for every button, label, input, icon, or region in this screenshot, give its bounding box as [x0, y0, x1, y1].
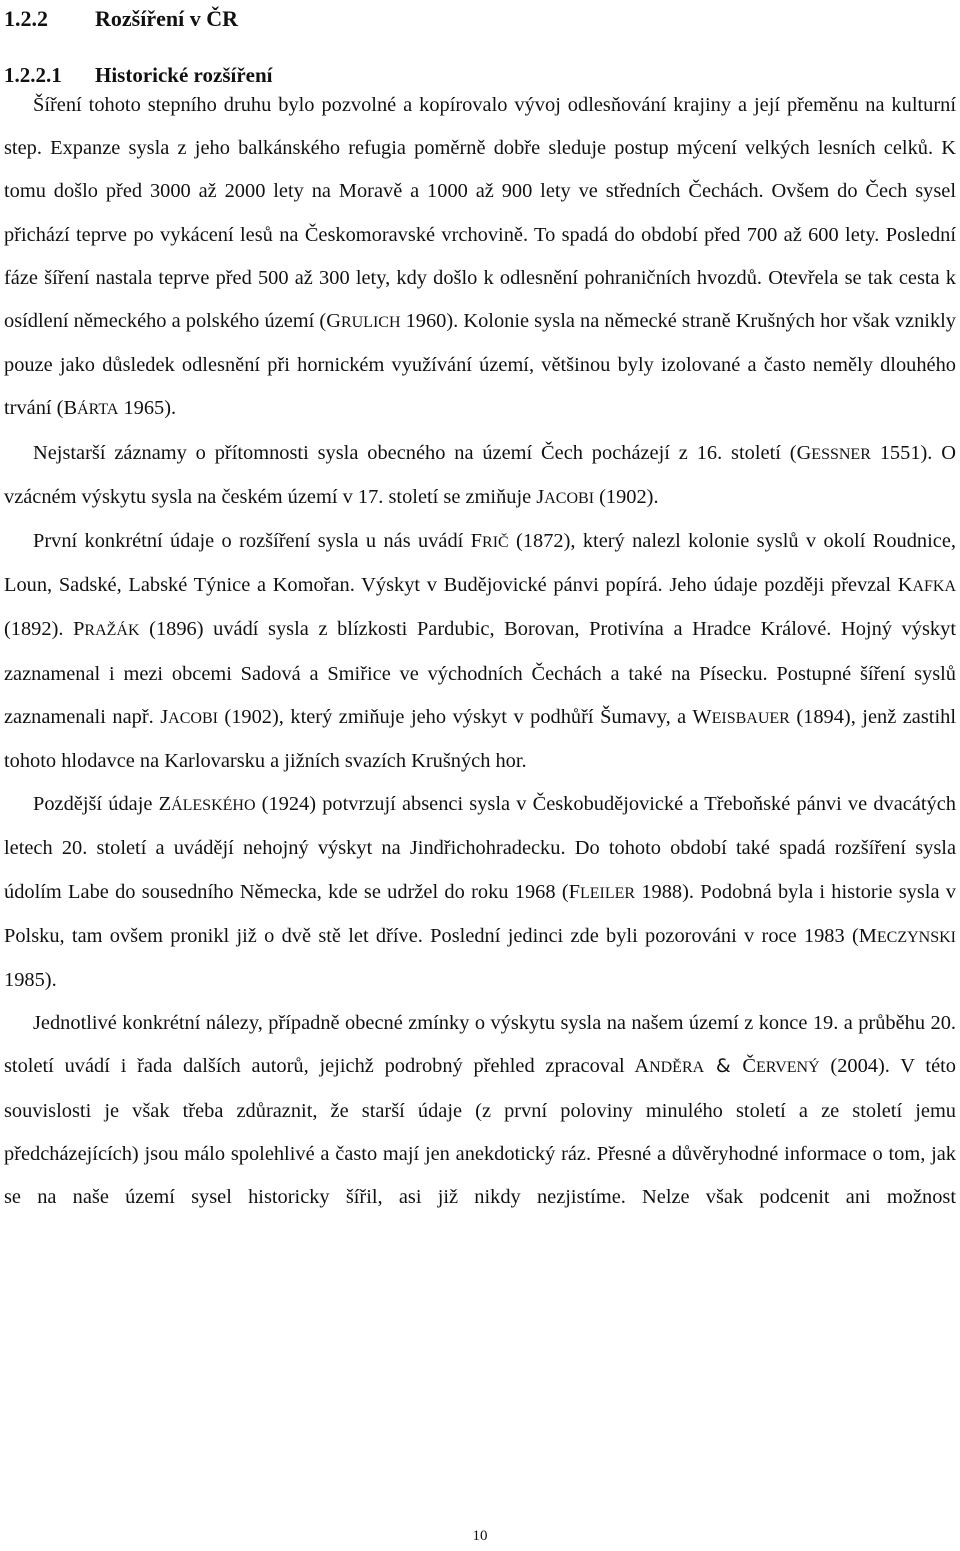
- citation-author: J: [536, 485, 545, 508]
- citation-author-smallcaps: ACOBI: [168, 709, 218, 727]
- subsection-title: Historické rozšíření: [95, 63, 273, 87]
- text-run: Jednotlivé konkrétní nálezy, případně obecné zmínky o výskytu sysla na našem území z konce 19. a průběhu 20. století uvádí i řada dalších autorů, jejichž podrobný přehled zpracoval: [4, 1012, 956, 1078]
- citation-author: Z: [158, 793, 172, 816]
- citation-author: F: [470, 530, 483, 553]
- citation-author: W: [692, 705, 712, 728]
- section-title: Rozšíření v ČR: [95, 6, 238, 31]
- citation-author-smallcaps: RIČ: [482, 534, 509, 552]
- citation-author: F: [568, 880, 580, 903]
- paragraph-3: [4, 520, 956, 783]
- citation-author: J: [160, 705, 169, 728]
- citation-author-smallcaps: LEILER: [579, 884, 636, 902]
- text-run: 1985).: [4, 969, 57, 992]
- text-run: (1902).: [594, 485, 659, 508]
- body-text: [4, 84, 956, 1219]
- citation-author-smallcaps: RAŽÁK: [84, 622, 140, 640]
- paragraph-5: [4, 1002, 956, 1219]
- subsection-number: 1.2.2.1: [4, 63, 62, 87]
- text-run: (1924) potvrzují absenci sysla v Českobudějovické a Třeboňské pánvi ve dvacátých letech 20. století a uvádějí nehojný výskyt na Jindřichohradecku. Do tohoto období také spadá rozšíření sysla údolím Labe do sousedního Německa, kde se udržel do roku 1968 (: [4, 793, 956, 903]
- citation-author: K: [897, 574, 913, 597]
- text-run: 1988). Podobná byla i historie sysla v Polsku, tam ovšem pronikl již o dvě stě let dříve. Poslední jedinci zde byli pozorováni v roce 1983 (: [4, 880, 956, 947]
- citation-author-smallcaps: RULICH: [340, 314, 401, 332]
- citation-author: A: [634, 1055, 650, 1078]
- text-run: (1894), jenž zastihl tohoto hlodavce na Karlovarsku a jižních svazích Krušných hor.: [4, 705, 956, 773]
- citation-author-smallcaps: ACOBI: [544, 489, 595, 507]
- text-run: Šíření tohoto stepního druhu bylo pozvolné a kopírovalo vývoj odlesňování krajiny a její přeměnu na kulturní step. Expanze sysla z jeho balkánského refugia poměrně dobře sleduje postup mýcení velkých lesních celků. K tomu došlo před 3000 až 2000 lety na Moravě a 1000 až 900 lety ve středních Čechách. Ovšem do Čech sysel přichází teprve po vykácení lesů na Českomoravské vrchovině. To spadá do období před 700 až 600 lety. Poslední fáze šíření nastala teprve před 500 až 300 lety, kdy došlo k odlesnění pohraničních hvozdů. Otevřela se tak cesta k osídlení německého a polského území (: [4, 94, 956, 333]
- citation-author-smallcaps: ÁRTA: [77, 401, 119, 419]
- page-number: 10: [472, 1528, 488, 1544]
- text-run: 1960). Kolonie sysla na německé straně Krušných hor však vznikly pouze jako důsledek odlesnění při hornickém využívání území, většinou byly izolované a často neměly dlouhého trvání (: [4, 310, 957, 420]
- paragraph-2: [4, 432, 956, 520]
- text-run: 1965).: [118, 397, 177, 420]
- citation-author-smallcaps: ECZYNSKI: [876, 928, 956, 946]
- section-number: 1.2.2: [4, 6, 48, 31]
- text-run: (1872), který nalezl kolonie syslů v okolí Roudnice, Loun, Sadské, Labské Týnice a Komořan. Výskyt v Budějovické pánvi popírá. Jeho údaje později převzal: [4, 530, 956, 597]
- text-run: &: [704, 1055, 743, 1078]
- citation-author: M: [858, 924, 877, 947]
- text-run: 1551). O vzácném výskytu sysla na českém území v 17. století se zmiňuje: [4, 441, 956, 508]
- text-run: Pozdější údaje: [33, 793, 159, 816]
- citation-author: G: [326, 310, 341, 333]
- paragraph-1: [4, 84, 956, 432]
- citation-author: P: [73, 618, 85, 641]
- citation-author: Č: [742, 1055, 757, 1078]
- paragraph-4: [4, 783, 956, 1002]
- citation-author: B: [63, 397, 78, 420]
- text-run: První konkrétní údaje o rozšíření sysla u nás uvádí: [33, 530, 471, 553]
- text-run: Nejstarší záznamy o přítomnosti sysla obecného na území Čech pocházejí z 16. století (: [33, 441, 797, 464]
- citation-author-smallcaps: EISBAUER: [711, 709, 790, 727]
- text-run: (1896) uvádí sysla z blízkosti Pardubic, Borovan, Protivína a Hradce Králové. Hojný výskyt zaznamenal i mezi obcemi Sadová a Smiřice ve východních Čechách a také na Písecku. Postupné šíření syslů zaznamenali např.: [4, 618, 956, 728]
- citation-author-smallcaps: ESSNER: [811, 445, 871, 463]
- citation-author-smallcaps: AFKA: [912, 578, 956, 596]
- citation-author: G: [796, 441, 812, 464]
- text-run: (1892).: [4, 618, 74, 641]
- citation-author-smallcaps: ÁLESKÉHO: [171, 797, 256, 815]
- text-run: (2004). V této souvislosti je však třeba zdůraznit, že starší údaje (z první poloviny minulého století a ze století jemu předcházejících) jsou málo spolehlivé a často mají jen anekdotický ráz. Přesné a důvěryhodné informace o tom, jak se na naše území sysel historicky šířil, asi již nikdy nezjistíme. Nelze však podcenit ani možnost: [4, 1055, 956, 1209]
- section-heading: [4, 4, 238, 34]
- citation-author-smallcaps: NDĚRA: [649, 1059, 705, 1077]
- text-run: (1902), který zmiňuje jeho výskyt v podhůří Šumavy, a: [217, 705, 693, 728]
- citation-author-smallcaps: ERVENÝ: [756, 1059, 820, 1077]
